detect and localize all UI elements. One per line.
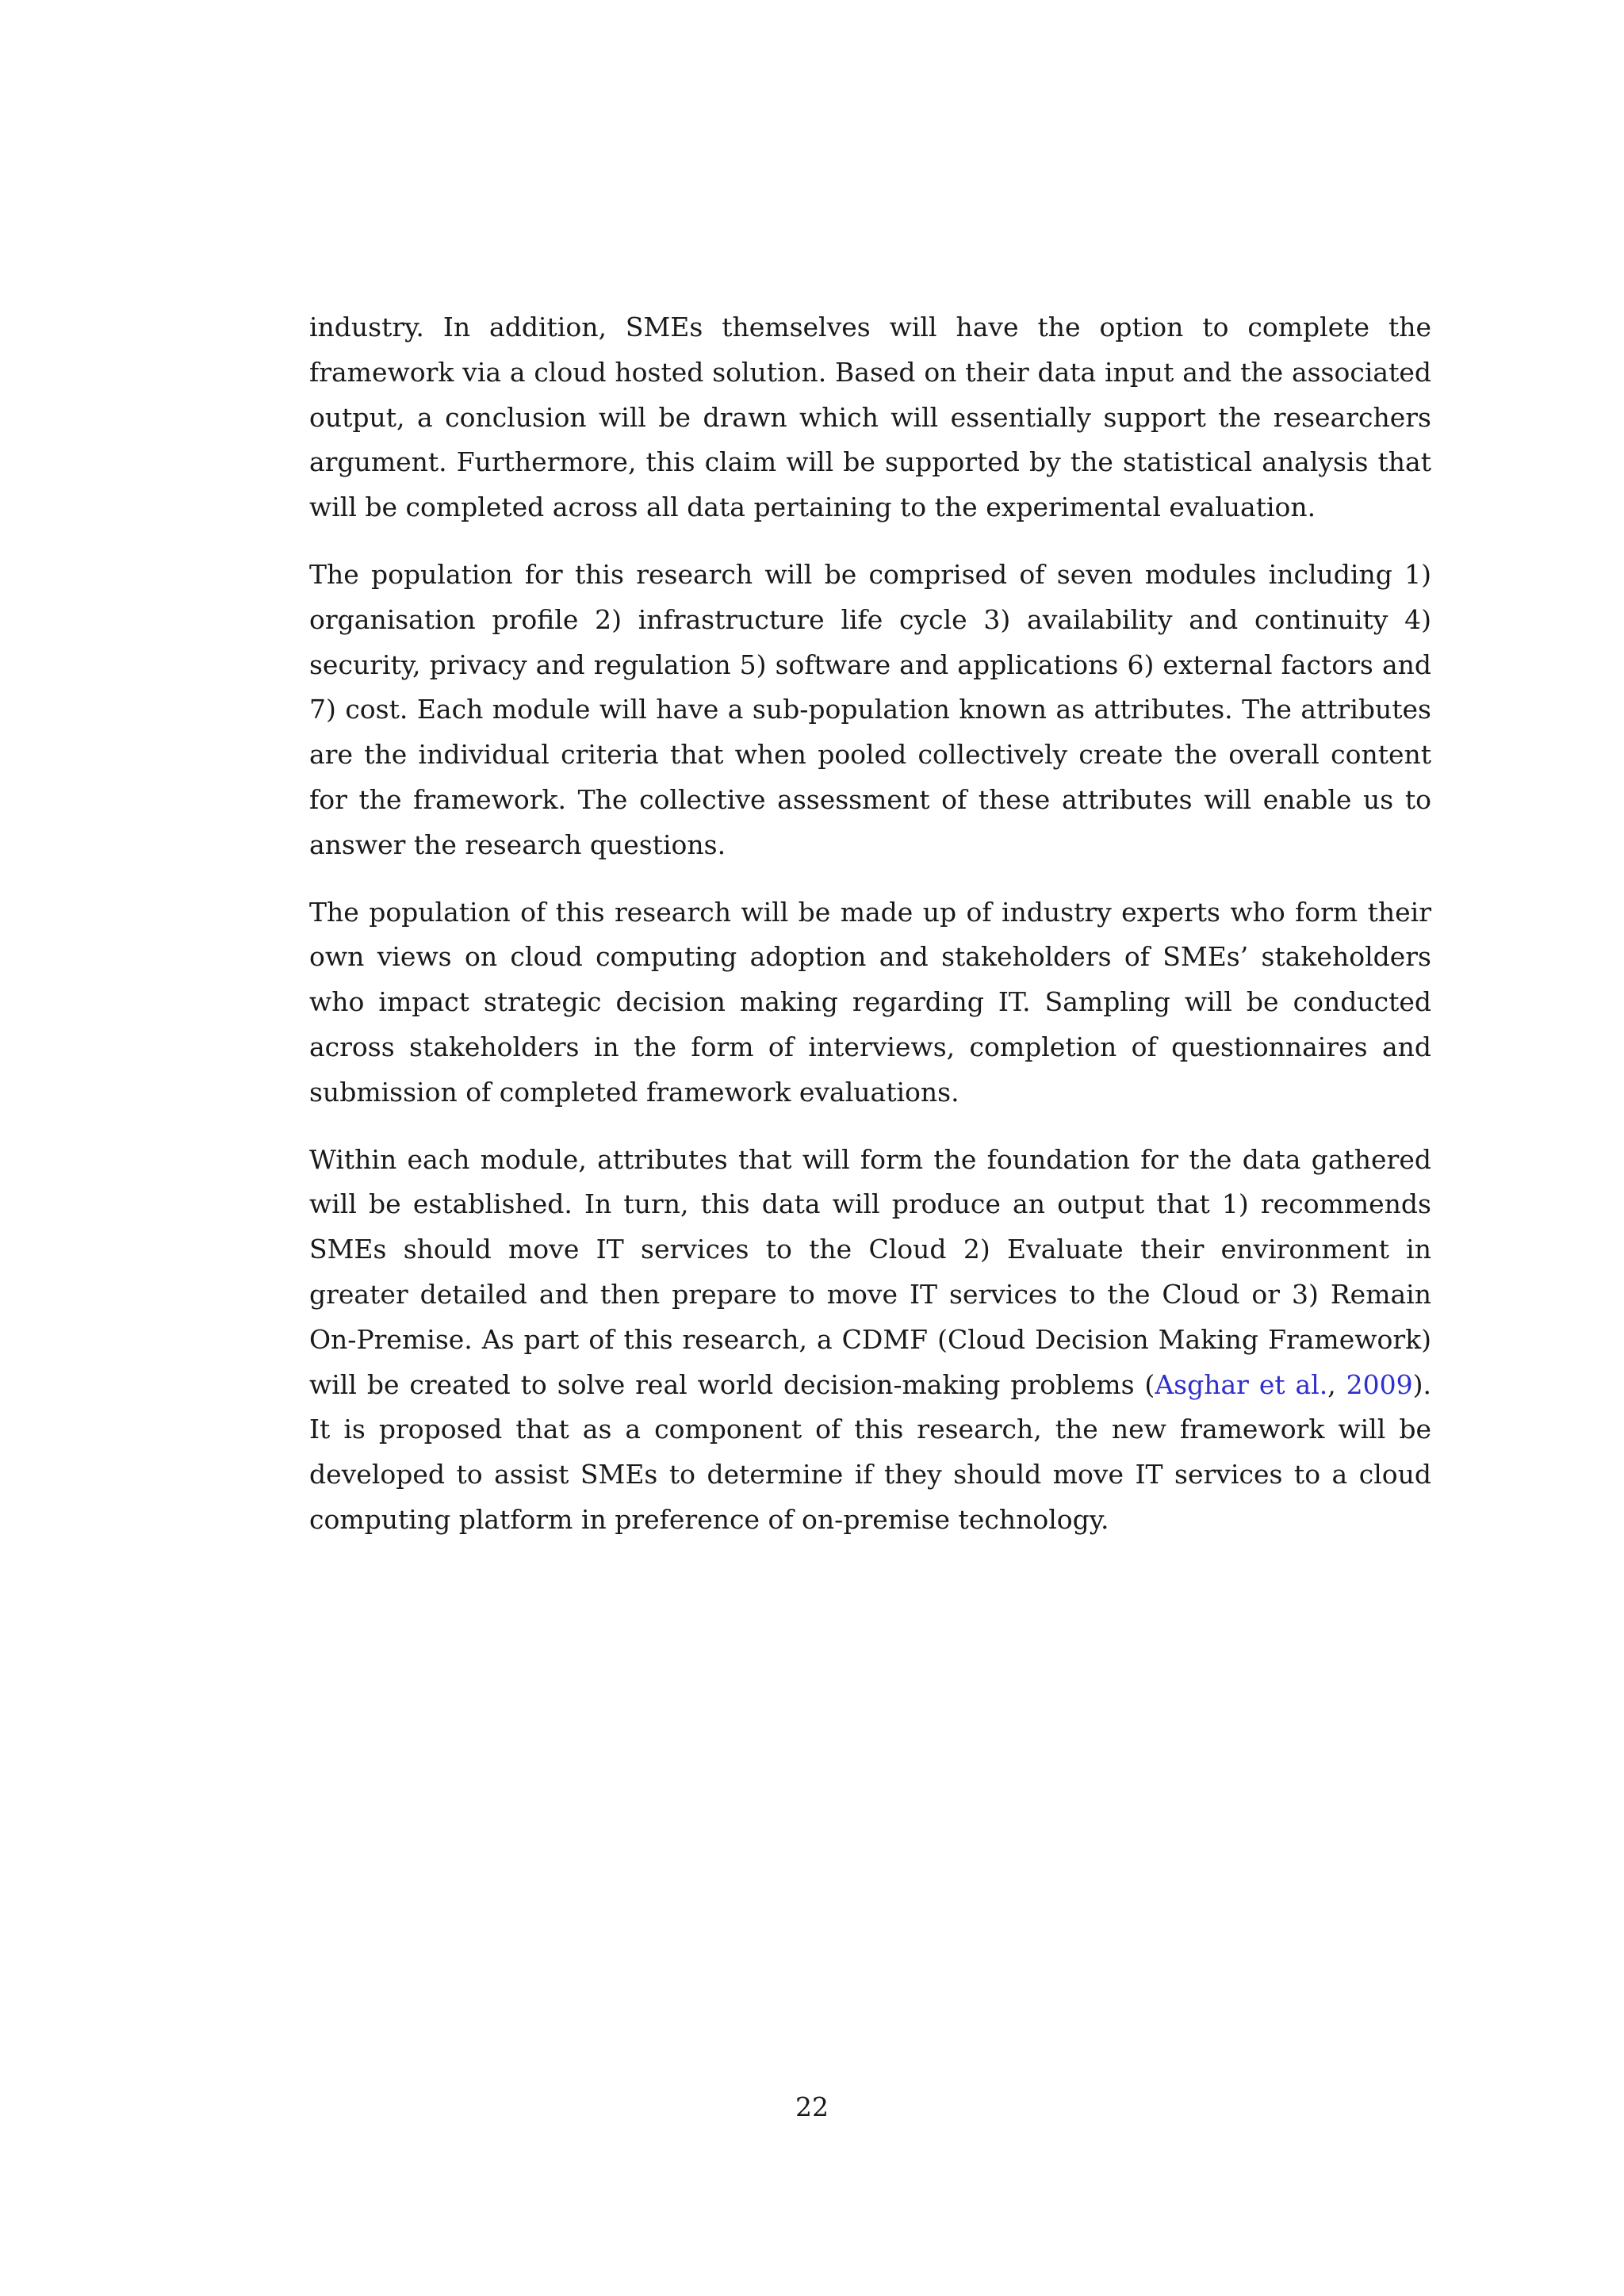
- citation-authors-link[interactable]: Asghar et al.: [1155, 1368, 1328, 1400]
- paragraph-3: The population of this research will be made up of industry experts who form their own views on cloud computing adoption and stakeholders of SMEs’ stakeholders who impact strategic decision making regarding IT. Sampling will be conducted across stakeholders in the form of interviews, completion of questionnaires and submission of completed framework evaluations.: [309, 896, 1431, 1108]
- body-text: [309, 305, 1431, 1565]
- page-number: 22: [795, 2091, 829, 2122]
- citation-year-link[interactable]: 2009: [1346, 1368, 1413, 1400]
- paragraph-1: industry. In addition, SMEs themselves will have the option to complete the framework via a cloud hosted solution. Based on their data input and the associated output, a conclusion will be drawn which will essentially support the researchers argument. Furthermore, this claim will be supported by the statistical analysis that will be completed across all data pertaining to the experimental evaluation.: [309, 312, 1431, 523]
- citation-separator: ,: [1327, 1368, 1346, 1400]
- paragraph-4: [309, 1138, 1431, 1543]
- paragraph-2: The population for this research will be comprised of seven modules including 1) organisation profile 2) infrastructure life cycle 3) availability and continuity 4) security, privacy and regulation 5) software and applications 6) external factors and 7) cost. Each module will have a sub-population known as attributes. The attributes are the individual criteria that when pooled collectively create the overall content for the framework. The collective assessment of these attributes will enable us to answer the research questions.: [309, 558, 1431, 860]
- paragraph-4-text-after-citation: ). It is proposed that as a component of this research, the new framework will be developed to assist SMEs to determine if they should move IT services to a cloud computing platform in preference of on-premise technology.: [309, 1368, 1431, 1535]
- paragraph-4-text-before-citation: Within each module, attributes that will form the foundation for the data gathered will be established. In turn, this data will produce an output that 1) recommends SMEs should move IT services to the Cloud 2) Evaluate their environment in greater detailed and then prepare to move IT services to the Cloud or 3) Remain On-Premise. As part of this research, a CDMF (Cloud Decision Making Framework) will be created to solve real world decision-making problems (: [309, 1143, 1431, 1400]
